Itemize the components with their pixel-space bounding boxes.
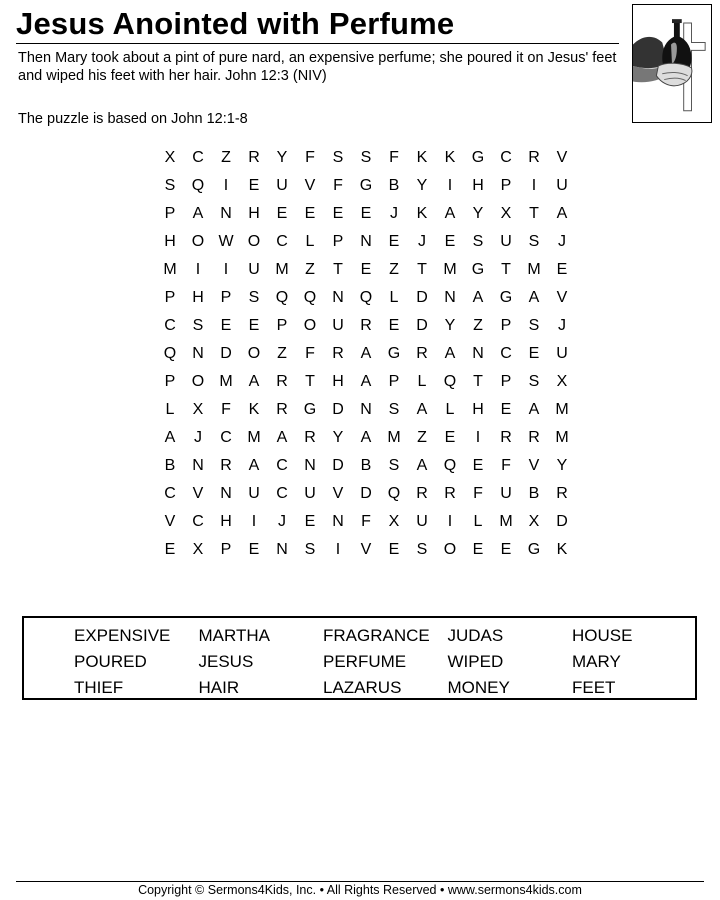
grid-letter: J	[390, 205, 398, 222]
grid-letter: U	[248, 485, 260, 502]
grid-letter: A	[472, 289, 484, 306]
grid-letter: K	[416, 205, 428, 222]
grid-letter: G	[303, 401, 317, 418]
word-list-item: POURED	[74, 652, 147, 671]
grid-letter: D	[416, 289, 428, 306]
grid-letter: F	[221, 401, 231, 418]
grid-letter: K	[444, 149, 456, 166]
grid-letter: E	[500, 541, 512, 558]
grid-letter: N	[472, 345, 484, 362]
grid-letter: Z	[221, 149, 231, 166]
word-list-box	[22, 616, 697, 700]
title-divider	[16, 43, 619, 44]
grid-letter: E	[332, 205, 344, 222]
grid-letter: R	[444, 485, 456, 502]
grid-letter: O	[443, 541, 457, 558]
grid-letter: M	[527, 261, 541, 278]
grid-letter: C	[192, 149, 204, 166]
grid-letter: Q	[387, 485, 401, 502]
grid-letter: P	[500, 177, 512, 194]
grid-letter: E	[472, 457, 484, 474]
grid-letter: M	[555, 401, 569, 418]
grid-letter: R	[304, 429, 316, 446]
grid-letter: D	[332, 401, 344, 418]
grid-letter: E	[360, 205, 372, 222]
grid-letter: C	[192, 513, 204, 530]
grid-letter: P	[500, 373, 512, 390]
grid-letter: N	[220, 485, 232, 502]
grid-letter: X	[192, 401, 204, 418]
grid-letter: R	[416, 485, 428, 502]
grid-letter: M	[219, 373, 233, 390]
grid-letter: S	[360, 149, 372, 166]
grid-letter: M	[443, 261, 457, 278]
grid-letter: M	[275, 261, 289, 278]
grid-letter: A	[360, 345, 372, 362]
grid-letter: D	[332, 457, 344, 474]
grid-letter: A	[164, 429, 176, 446]
grid-letter: U	[276, 177, 288, 194]
grid-letter: R	[528, 149, 540, 166]
grid-letter: Y	[472, 205, 484, 222]
grid-letter: S	[528, 373, 540, 390]
grid-letter: O	[303, 317, 317, 334]
grid-letter: E	[388, 541, 400, 558]
grid-letter: F	[501, 457, 511, 474]
grid-letter: V	[556, 149, 568, 166]
grid-letter: U	[500, 485, 512, 502]
grid-letter: A	[360, 373, 372, 390]
grid-letter: T	[473, 373, 483, 390]
grid-letter: Q	[275, 289, 289, 306]
page-title: Jesus Anointed with Perfume	[16, 6, 455, 41]
grid-letter: C	[220, 429, 232, 446]
grid-letter: M	[247, 429, 261, 446]
grid-letter: N	[360, 233, 372, 250]
grid-letter: Y	[416, 177, 428, 194]
grid-letter: H	[472, 177, 484, 194]
grid-letter: V	[192, 485, 204, 502]
grid-letter: A	[192, 205, 204, 222]
word-list-item: MARY	[572, 652, 621, 671]
grid-letter: X	[388, 513, 400, 530]
grid-letter: D	[416, 317, 428, 334]
grid-letter: E	[248, 177, 260, 194]
grid-letter: A	[248, 457, 260, 474]
grid-letter: R	[248, 149, 260, 166]
grid-letter: S	[304, 541, 316, 558]
grid-letter: X	[556, 373, 568, 390]
grid-letter: L	[473, 513, 483, 530]
grid-letter: O	[191, 233, 205, 250]
grid-letter: H	[220, 513, 232, 530]
grid-letter: U	[416, 513, 428, 530]
grid-letter: C	[500, 149, 512, 166]
grid-letter: Z	[389, 261, 399, 278]
grid-letter: F	[473, 485, 483, 502]
grid-letter: X	[164, 149, 176, 166]
grid-letter: Z	[473, 317, 483, 334]
grid-letter: N	[332, 289, 344, 306]
grid-letter: P	[164, 205, 176, 222]
grid-letter: I	[447, 513, 453, 530]
grid-letter: P	[332, 233, 344, 250]
grid-letter: Y	[556, 457, 568, 474]
grid-letter: N	[220, 205, 232, 222]
grid-letter: U	[332, 317, 344, 334]
grid-letter: E	[472, 541, 484, 558]
grid-letter: Y	[444, 317, 456, 334]
grid-letter: G	[387, 345, 401, 362]
grid-letter: E	[304, 513, 316, 530]
grid-letter: V	[304, 177, 316, 194]
grid-letter: N	[332, 513, 344, 530]
grid-letter: B	[360, 457, 372, 474]
grid-letter: Q	[443, 457, 457, 474]
grid-letter: J	[194, 429, 202, 446]
grid-letter: M	[555, 429, 569, 446]
grid-letter: L	[389, 289, 399, 306]
word-list-item: HAIR	[198, 678, 240, 697]
grid-letter: H	[332, 373, 344, 390]
grid-letter: H	[164, 233, 176, 250]
grid-letter: E	[528, 345, 540, 362]
grid-letter: V	[360, 541, 372, 558]
grid-letter: N	[360, 401, 372, 418]
grid-letter: F	[389, 149, 399, 166]
grid-letter: A	[248, 373, 260, 390]
grid-letter: R	[276, 401, 288, 418]
grid-letter: A	[416, 457, 428, 474]
grid-letter: V	[164, 513, 176, 530]
word-list-item: EXPENSIVE	[74, 626, 171, 645]
grid-letter: L	[305, 233, 315, 250]
grid-letter: M	[163, 261, 177, 278]
grid-letter: S	[528, 317, 540, 334]
grid-letter: E	[164, 541, 176, 558]
grid-letter: T	[529, 205, 539, 222]
grid-letter: N	[192, 345, 204, 362]
grid-letter: I	[475, 429, 481, 446]
grid-letter: E	[360, 261, 372, 278]
grid-letter: S	[192, 317, 204, 334]
copyright-footer: Copyright © Sermons4Kids, Inc. • All Rights Reserved • www.sermons4kids.com	[138, 883, 582, 897]
grid-letter: E	[248, 317, 260, 334]
grid-letter: U	[248, 261, 260, 278]
grid-letter: R	[360, 317, 372, 334]
grid-letter: V	[332, 485, 344, 502]
grid-letter: D	[556, 513, 568, 530]
grid-letter: R	[416, 345, 428, 362]
grid-letter: R	[556, 485, 568, 502]
grid-letter: E	[444, 233, 456, 250]
grid-letter: N	[276, 541, 288, 558]
grid-letter: E	[220, 317, 232, 334]
grid-letter: Q	[163, 345, 177, 362]
grid-letter: S	[248, 289, 260, 306]
grid-letter: I	[195, 261, 201, 278]
grid-letter: K	[556, 541, 568, 558]
grid-letter: U	[500, 233, 512, 250]
grid-letter: I	[223, 261, 229, 278]
grid-letter: N	[444, 289, 456, 306]
word-list-item: WIPED	[447, 652, 504, 671]
grid-letter: E	[444, 429, 456, 446]
grid-letter: G	[471, 149, 485, 166]
word-list-item: FEET	[572, 678, 616, 697]
grid-letter: S	[388, 457, 400, 474]
grid-letter: I	[447, 177, 453, 194]
grid-letter: C	[276, 457, 288, 474]
grid-letter: W	[218, 233, 234, 250]
grid-letter: E	[500, 401, 512, 418]
grid-letter: C	[276, 233, 288, 250]
grid-letter: M	[387, 429, 401, 446]
grid-letter: C	[164, 485, 176, 502]
grid-letter: Q	[191, 177, 205, 194]
grid-letter: K	[248, 401, 260, 418]
grid-letter: E	[388, 233, 400, 250]
grid-letter: S	[164, 177, 176, 194]
grid-letter: L	[417, 373, 427, 390]
word-list-item: JUDAS	[447, 626, 504, 645]
grid-letter: O	[247, 233, 261, 250]
grid-letter: B	[388, 177, 400, 194]
grid-letter: S	[416, 541, 428, 558]
grid-letter: P	[276, 317, 288, 334]
grid-letter: H	[248, 205, 260, 222]
grid-letter: P	[164, 289, 176, 306]
grid-letter: Q	[303, 289, 317, 306]
grid-letter: R	[500, 429, 512, 446]
grid-letter: B	[164, 457, 176, 474]
grid-letter: I	[531, 177, 537, 194]
grid-letter: C	[500, 345, 512, 362]
grid-letter: D	[220, 345, 232, 362]
word-search-grid	[156, 144, 576, 564]
grid-letter: T	[333, 261, 343, 278]
grid-letter: P	[164, 373, 176, 390]
grid-letter: G	[499, 289, 513, 306]
word-list-item: MONEY	[447, 678, 510, 697]
grid-letter: A	[444, 205, 456, 222]
grid-letter: S	[472, 233, 484, 250]
grid-letter: A	[360, 429, 372, 446]
grid-letter: X	[500, 205, 512, 222]
word-list-item: JESUS	[198, 652, 254, 671]
grid-letter: A	[416, 401, 428, 418]
grid-letter: P	[500, 317, 512, 334]
grid-letter: C	[164, 317, 176, 334]
grid-letter: R	[528, 429, 540, 446]
grid-letter: J	[278, 513, 286, 530]
grid-letter: C	[276, 485, 288, 502]
grid-letter: M	[499, 513, 513, 530]
word-list-item: THIEF	[74, 678, 124, 697]
grid-letter: V	[556, 289, 568, 306]
word-list-item: HOUSE	[572, 626, 633, 645]
word-list-item: PERFUME	[323, 652, 407, 671]
grid-letter: E	[304, 205, 316, 222]
grid-letter: G	[527, 541, 541, 558]
grid-letter: Q	[443, 373, 457, 390]
grid-letter: S	[388, 401, 400, 418]
grid-letter: A	[556, 205, 568, 222]
hands-pouring-perfume-jar-icon	[632, 4, 712, 123]
grid-letter: U	[556, 345, 568, 362]
grid-letter: J	[558, 317, 566, 334]
grid-letter: P	[220, 541, 232, 558]
grid-letter: N	[304, 457, 316, 474]
grid-letter: R	[220, 457, 232, 474]
grid-letter: Q	[359, 289, 373, 306]
grid-letter: E	[556, 261, 568, 278]
grid-letter: U	[556, 177, 568, 194]
scripture-verse: Then Mary took about a pint of pure nard, an expensive perfume; she poured it on Jesus' feet and wiped his feet with her hair. John 12:3 (NIV)	[18, 50, 617, 84]
grid-letter: H	[472, 401, 484, 418]
grid-letter: E	[248, 541, 260, 558]
grid-letter: L	[165, 401, 175, 418]
grid-letter: A	[528, 401, 540, 418]
grid-letter: R	[332, 345, 344, 362]
grid-letter: K	[416, 149, 428, 166]
grid-letter: R	[276, 373, 288, 390]
grid-letter: T	[501, 261, 511, 278]
grid-letter: F	[333, 177, 343, 194]
grid-letter: L	[445, 401, 455, 418]
grid-letter: G	[359, 177, 373, 194]
grid-letter: Y	[332, 429, 344, 446]
grid-letter: A	[276, 429, 288, 446]
word-list-item: LAZARUS	[323, 678, 402, 697]
grid-letter: F	[305, 345, 315, 362]
grid-letter: I	[335, 541, 341, 558]
grid-letter: P	[220, 289, 232, 306]
grid-letter: J	[558, 233, 566, 250]
grid-letter: F	[305, 149, 315, 166]
grid-letter: G	[471, 261, 485, 278]
grid-letter: J	[418, 233, 426, 250]
grid-letter: V	[528, 457, 540, 474]
grid-letter: X	[528, 513, 540, 530]
grid-letter: T	[305, 373, 315, 390]
grid-letter: O	[191, 373, 205, 390]
grid-letter: Z	[277, 345, 287, 362]
grid-letter: F	[361, 513, 371, 530]
grid-letter: Z	[417, 429, 427, 446]
grid-letter: P	[388, 373, 400, 390]
grid-letter: A	[444, 345, 456, 362]
word-list-item: FRAGRANCE	[323, 626, 430, 645]
grid-letter: Y	[276, 149, 288, 166]
grid-letter: E	[276, 205, 288, 222]
grid-letter: T	[417, 261, 427, 278]
grid-letter: I	[251, 513, 257, 530]
puzzle-basis-note: The puzzle is based on John 12:1-8	[18, 111, 248, 127]
grid-letter: S	[528, 233, 540, 250]
grid-letter: A	[528, 289, 540, 306]
word-list-item: MARTHA	[198, 626, 270, 645]
grid-letter: D	[360, 485, 372, 502]
grid-letter: O	[247, 345, 261, 362]
grid-letter: I	[223, 177, 229, 194]
grid-letter: X	[192, 541, 204, 558]
grid-letter: Z	[305, 261, 315, 278]
grid-letter: N	[192, 457, 204, 474]
grid-letter: U	[304, 485, 316, 502]
grid-letter: H	[192, 289, 204, 306]
word-list	[74, 623, 697, 701]
grid-letter: B	[528, 485, 540, 502]
grid-letter: E	[388, 317, 400, 334]
grid-letter: S	[332, 149, 344, 166]
